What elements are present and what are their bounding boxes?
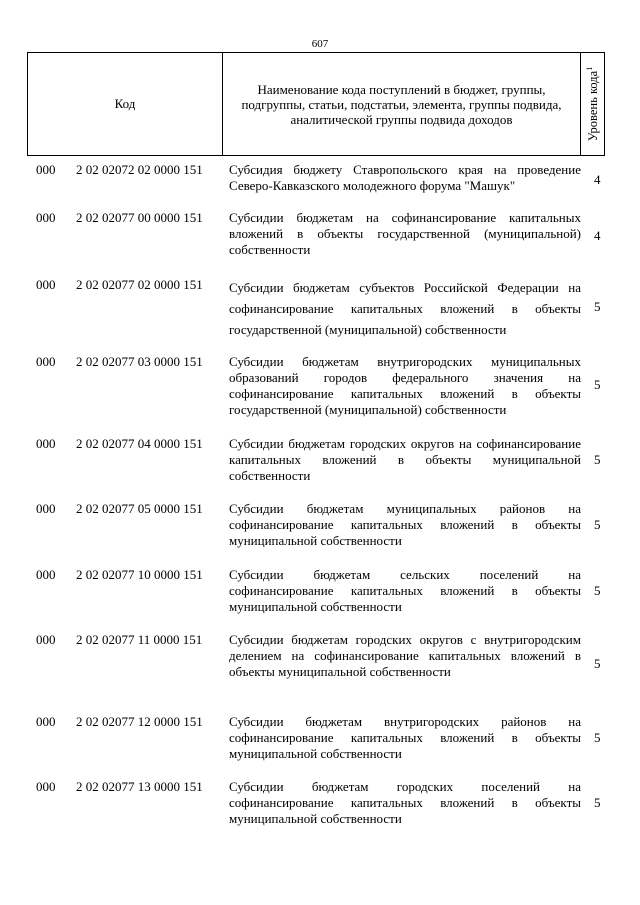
header-code: Код xyxy=(28,53,223,155)
admin-code: 000 xyxy=(36,632,56,647)
header-name: Наименование кода поступлений в бюджет, группы, подгруппы, статьи, подстатьи, элемента, группы подвида, аналитической группы подвида доходов xyxy=(223,53,581,155)
revenue-code: 2 02 02072 02 0000 151 xyxy=(76,162,203,177)
revenue-name: Субсидии бюджетам сельских поселений на софинансирование капитальных вложений в объекты муниципальной собственности xyxy=(229,567,581,614)
header-level-footnote: 1 xyxy=(584,66,594,71)
code-level: 5 xyxy=(594,377,601,392)
revenue-name: Субсидии бюджетам внутригородских муниципальных образований городов федерального значения на софинансирование капитальных вложений в объекты государственной (муниципальной) собственности xyxy=(229,354,581,417)
revenue-name: Субсидии бюджетам городских округов с внутригородским делением на софинансирование капитальных вложений в объекты муниципальной собственности xyxy=(229,632,581,679)
code-level: 5 xyxy=(594,656,601,671)
code-level: 4 xyxy=(594,228,601,243)
revenue-code: 2 02 02077 02 0000 151 xyxy=(76,277,203,292)
revenue-code: 2 02 02077 04 0000 151 xyxy=(76,436,203,451)
code-level: 4 xyxy=(594,172,601,187)
admin-code: 000 xyxy=(36,354,56,369)
revenue-code: 2 02 02077 03 0000 151 xyxy=(76,354,203,369)
revenue-name: Субсидии бюджетам муниципальных районов на софинансирование капитальных вложений в объекты муниципальной собственности xyxy=(229,501,581,548)
revenue-name: Субсидии бюджетам городских поселений на софинансирование капитальных вложений в объекты муниципальной собственности xyxy=(229,779,581,826)
page-number: 607 xyxy=(311,38,329,50)
revenue-code: 2 02 02077 10 0000 151 xyxy=(76,567,203,582)
revenue-name: Субсидии бюджетам субъектов Российской Федерации на софинансирование капитальных вложений в объекты государственной (муниципальной) собственности xyxy=(229,280,581,337)
code-level: 5 xyxy=(594,452,601,467)
header-level xyxy=(581,53,604,155)
revenue-code: 2 02 02077 11 0000 151 xyxy=(76,632,203,647)
admin-code: 000 xyxy=(36,714,56,729)
admin-code: 000 xyxy=(36,779,56,794)
revenue-code: 2 02 02077 05 0000 151 xyxy=(76,501,203,516)
code-level: 5 xyxy=(594,583,601,598)
table-header xyxy=(27,52,605,156)
revenue-code: 2 02 02077 13 0000 151 xyxy=(76,779,203,794)
revenue-code: 2 02 02077 12 0000 151 xyxy=(76,714,203,729)
revenue-name: Субсидии бюджетам внутригородских районов на софинансирование капитальных вложений в объекты муниципальной собственности xyxy=(229,714,581,761)
admin-code: 000 xyxy=(36,277,56,292)
admin-code: 000 xyxy=(36,210,56,225)
revenue-code: 2 02 02077 00 0000 151 xyxy=(76,210,203,225)
admin-code: 000 xyxy=(36,436,56,451)
code-level: 5 xyxy=(594,517,601,532)
admin-code: 000 xyxy=(36,567,56,582)
code-level: 5 xyxy=(594,795,601,810)
code-level: 5 xyxy=(594,299,601,314)
code-level: 5 xyxy=(594,730,601,745)
header-level-label xyxy=(584,67,600,141)
revenue-name: Субсидии бюджетам на софинансирование капитальных вложений в объекты государственной (муниципальной) собственности xyxy=(229,210,581,257)
header-level-text: Уровень кода xyxy=(585,70,600,142)
revenue-name: Субсидия бюджету Ставропольского края на проведение Северо-Кавказского молодежного форума "Машук" xyxy=(229,162,581,193)
admin-code: 000 xyxy=(36,501,56,516)
revenue-name: Субсидии бюджетам городских округов на софинансирование капитальных вложений в объекты муниципальной собственности xyxy=(229,436,581,483)
admin-code: 000 xyxy=(36,162,56,177)
